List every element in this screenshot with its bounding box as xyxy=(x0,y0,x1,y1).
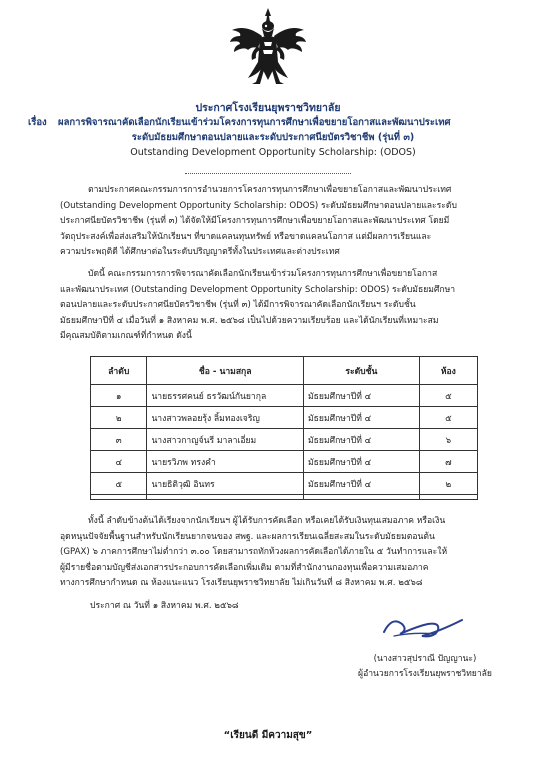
paragraph-line: และพัฒนาประเทศ (Outstanding Development Opportunity Scholarship: ODOS) ระดับมัธยมศึกษา xyxy=(60,284,456,295)
paragraph-line: ทั้งนี้ ลำดับข้างต้นได้เรียงจากนักเรียนฯ ผู้ได้รับการคัดเลือก หรือเคยได้รับเงินทุนเสมอภาค หรือเงิน xyxy=(88,516,446,526)
cell-level: มัธยมศึกษาปีที่ ๔ xyxy=(304,473,420,495)
cell-room: ๒ xyxy=(419,473,477,495)
cell-name: นายธิติวุฒิ อินทร xyxy=(147,473,304,495)
paragraph-line: อุดหนุนปัจจัยพื้นฐานสำหรับนักเรียนยากจนของ สพฐ. และผลการเรียนเฉลี่ยสะสมในระดับมัธยมตอนต้น xyxy=(60,531,435,542)
paragraph-line: ทางการศึกษากำหนด ณ ห้องแนะแนว โรงเรียนยุพราชวิทยาลัย ไม่เกินวันที่ ๘ สิงหาคม พ.ศ. ๒๕๖๘ xyxy=(60,578,423,588)
paragraph-line: วัตถุประสงค์เพื่อส่งเสริมให้นักเรียนฯ ที่ขาดแคลนทุนทรัพย์ หรือขาดแคลนโอกาส แต่มีผลการเรียนและ xyxy=(60,231,432,242)
cell-name: นางสาวพลอยรุ้ง ลิ้มทองเจริญ xyxy=(147,407,304,429)
header-level: ระดับชั้น xyxy=(304,357,420,385)
selected-students-table xyxy=(90,356,478,500)
signature-icon xyxy=(378,612,468,642)
signer-name: (นางสาวสุปราณี ปัญญานะ) xyxy=(373,654,477,664)
cell-empty xyxy=(91,495,147,500)
table-header-row xyxy=(91,357,478,385)
cell-level: มัธยมศึกษาปีที่ ๔ xyxy=(304,385,420,407)
header-order: ลำดับ xyxy=(91,357,147,385)
subject-line-2: ระดับมัธยมศึกษาตอนปลายและระดับประกาศนียบัตรวิชาชีพ (รุ่นที่ ๓) xyxy=(131,132,415,143)
announcement-title: ประกาศโรงเรียนยุพราชวิทยาลัย xyxy=(195,102,341,114)
cell-room: ๗ xyxy=(419,451,477,473)
table-row-empty xyxy=(91,495,478,500)
subject-label: เรื่อง xyxy=(28,117,47,128)
paragraph-line: มัธยมศึกษาปีที่ ๔ เมื่อวันที่ ๑ สิงหาคม พ.ศ. ๒๕๖๘ เป็นไปด้วยความเรียบร้อย และได้นักเรียนที่เหมาะสม xyxy=(60,315,439,326)
table-row xyxy=(91,451,478,473)
subject-block xyxy=(28,115,488,160)
header-name: ชื่อ - นามสกุล xyxy=(147,357,304,385)
paragraph-line: ประกาศนียบัตรวิชาชีพ (รุ่นที่ ๓) ได้จัดให้มีโครงการทุนการศึกษาเพื่อขยายโอกาสและพัฒนาประเทศ โดยมี xyxy=(60,216,450,226)
cell-room: ๖ xyxy=(419,429,477,451)
cell-order: ๓ xyxy=(91,429,147,451)
paragraph-line: บัดนี้ คณะกรรมการการพิจารณาคัดเลือกนักเรียนเข้าร่วมโครงการทุนการศึกษาเพื่อขยายโอกาส xyxy=(88,269,438,279)
table-row xyxy=(91,473,478,495)
cell-empty xyxy=(419,495,477,500)
garuda-emblem-icon xyxy=(228,6,308,90)
subject-line-1: ผลการพิจารณาคัดเลือกนักเรียนเข้าร่วมโครงการทุนการศึกษาเพื่อขยายโอกาสและพัฒนาประเทศ xyxy=(58,117,451,128)
paragraph-line: มีคุณสมบัติตามเกณฑ์ที่กำหนด ดังนี้ xyxy=(60,331,192,341)
paragraph-line: (GPAX) ๖ ภาคการศึกษาไม่ต่ำกว่า ๓.๐๐ โดยสามารถทักท้วงผลการคัดเลือกได้ภายใน ๕ วันทำการและให้ xyxy=(60,547,448,557)
paragraph-conditions xyxy=(60,514,484,592)
paragraph-line: (Outstanding Development Opportunity Scholarship: ODOS) ระดับมัธยมศึกษาตอนปลายและระดับ xyxy=(60,200,457,211)
school-motto: “เรียนดี มีความสุข” xyxy=(223,730,313,741)
cell-name: นายธรรศคนย์ ธรวัฒน์กันยากุล xyxy=(147,385,304,407)
cell-empty xyxy=(147,495,304,500)
table-row xyxy=(91,429,478,451)
table-row xyxy=(91,385,478,407)
paragraph-line: ผู้มีรายชื่อตามบัญชีส่งเอกสารประกอบการคัดเลือกเพิ่มเติม ตามที่สำนักงานกองทุนเพื่อความเสมอภาค xyxy=(60,562,429,573)
dotted-divider xyxy=(185,173,351,174)
cell-level: มัธยมศึกษาปีที่ ๔ xyxy=(304,407,420,429)
subject-line-3: Outstanding Development Opportunity Scholarship: (ODOS) xyxy=(130,147,416,158)
cell-name: นางสาวกาญจ์นรี มาลาเอี่ยม xyxy=(147,429,304,451)
cell-empty xyxy=(304,495,420,500)
signer-position: ผู้อำนวยการโรงเรียนยุพราชวิทยาลัย xyxy=(358,669,492,679)
table-row xyxy=(91,407,478,429)
signer-block xyxy=(340,652,510,682)
header-room: ห้อง xyxy=(419,357,477,385)
cell-room: ๕ xyxy=(419,385,477,407)
cell-order: ๕ xyxy=(91,473,147,495)
cell-order: ๑ xyxy=(91,385,147,407)
paragraph-background xyxy=(60,183,484,261)
cell-name: นายรวิภพ ทรงคำ xyxy=(147,451,304,473)
cell-level: มัธยมศึกษาปีที่ ๔ xyxy=(304,451,420,473)
announcement-date: ประกาศ ณ วันที่ ๑ สิงหาคม พ.ศ. ๒๕๖๘ xyxy=(90,601,239,611)
cell-order: ๒ xyxy=(91,407,147,429)
paragraph-line: ความประพฤติดี ได้ศึกษาต่อในระดับปริญญาตรีทั้งในประเทศและต่างประเทศ xyxy=(60,247,340,257)
cell-level: มัธยมศึกษาปีที่ ๔ xyxy=(304,429,420,451)
cell-room: ๕ xyxy=(419,407,477,429)
paragraph-selection xyxy=(60,267,484,345)
paragraph-line: ตอนปลายและระดับประกาศนียบัตรวิชาชีพ (รุ่นที่ ๓) ได้มีการพิจารณาคัดเลือกนักเรียนฯ ระดับชั้น xyxy=(60,300,416,310)
paragraph-line: ตามประกาศคณะกรรมการการอำนวยการโครงการทุนการศึกษาเพื่อขยายโอกาสและพัฒนาประเทศ xyxy=(88,185,452,195)
cell-order: ๔ xyxy=(91,451,147,473)
